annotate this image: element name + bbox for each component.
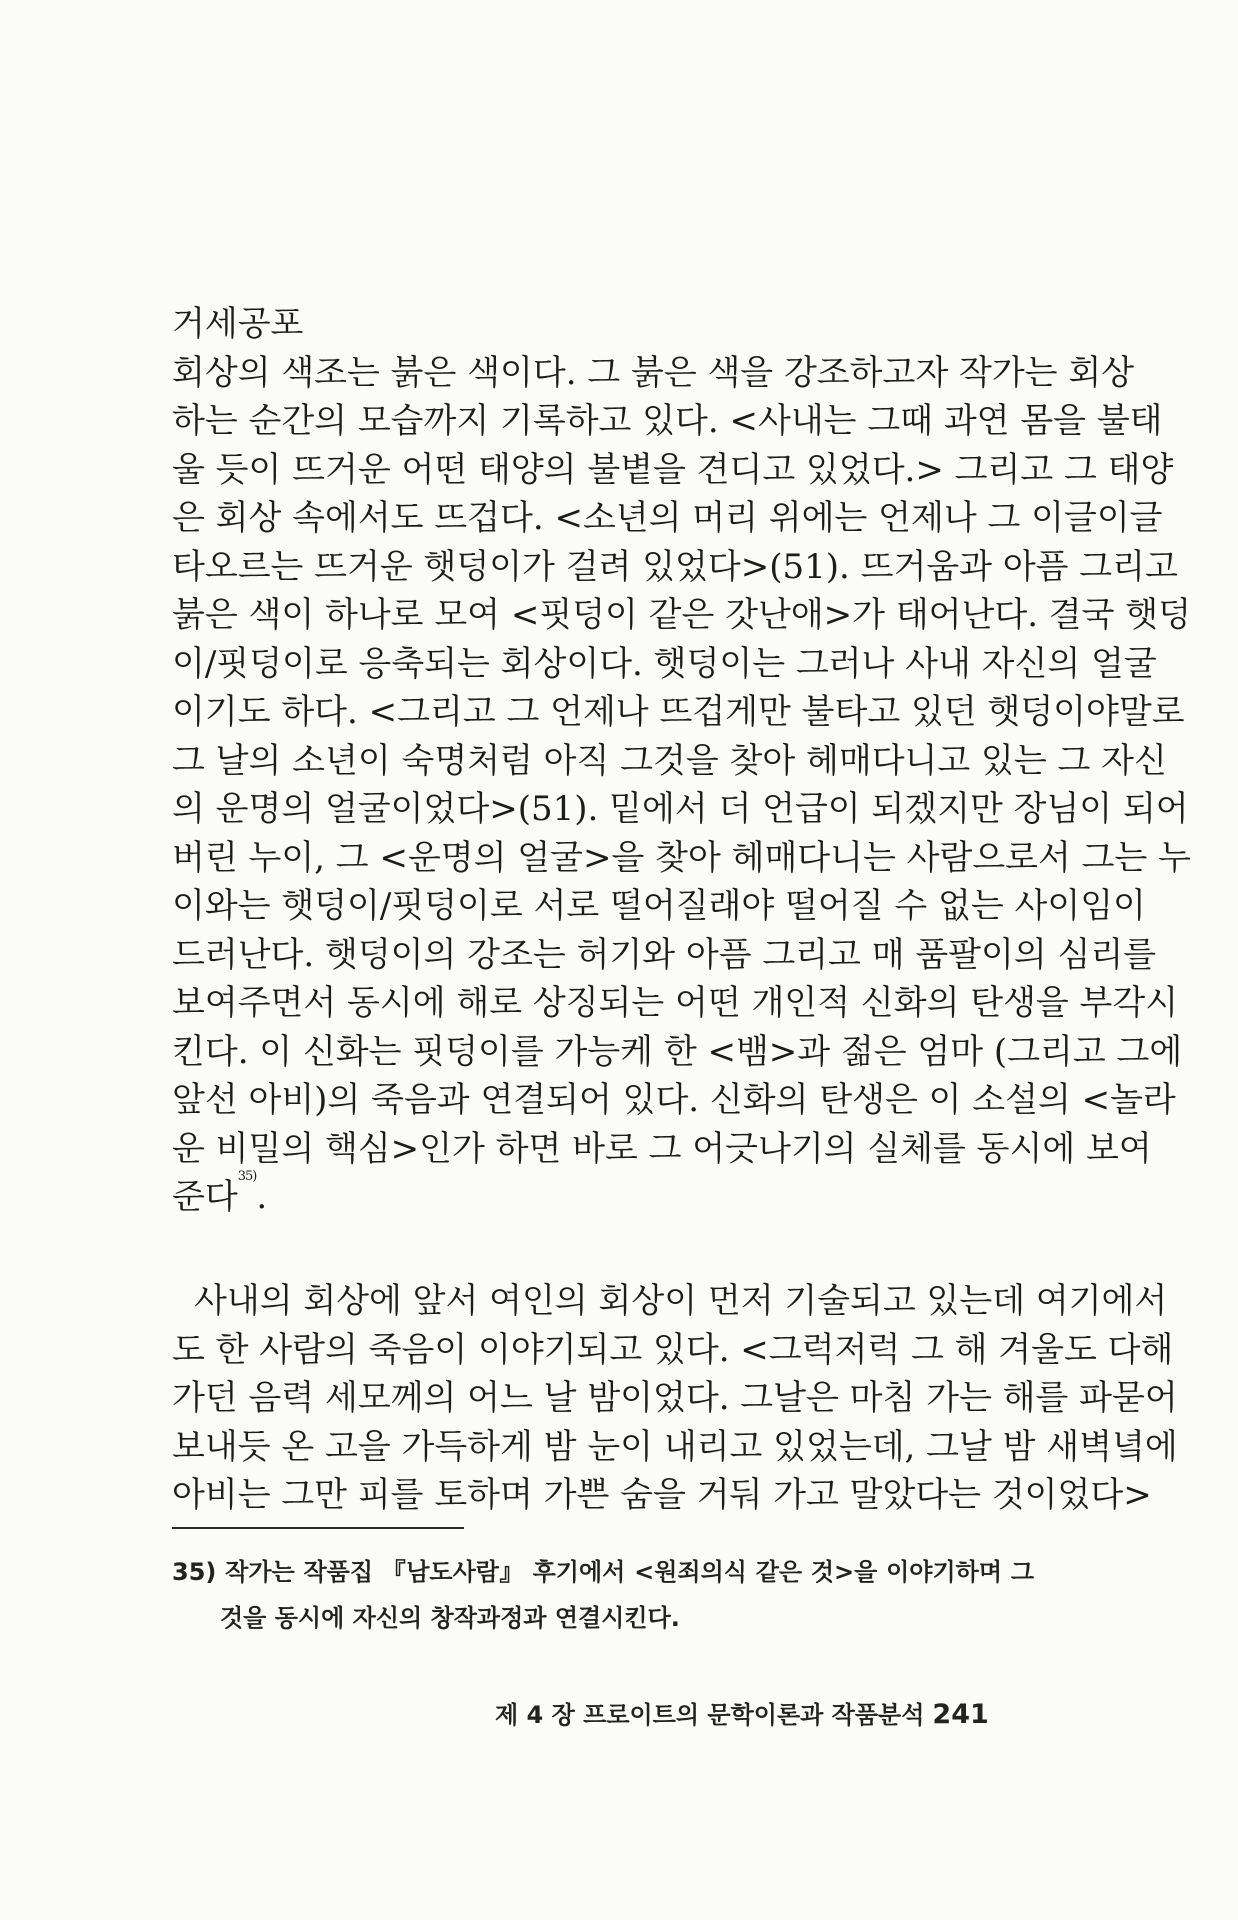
body-line: 울 듯이 뜨거운 어떤 태양의 불볕을 견디고 있었다.> 그리고 그 태양 <box>172 449 1174 490</box>
paragraph-1 <box>172 300 1191 1222</box>
body-line: 타오르는 뜨거운 햇덩이가 걸려 있었다>(51). 뜨거움과 아픔 그리고 <box>172 546 1178 587</box>
body-line-last <box>172 1168 1034 1222</box>
body-line: 가던 음력 세모께의 어느 날 밤이었다. 그날은 마침 가는 해를 파묻어 <box>172 1378 1178 1418</box>
body-line: 사내의 회상에 앞서 여인의 회상이 먼저 기술되고 있는데 여기에서 <box>194 1281 1168 1321</box>
body-line: 운 비밀의 핵심>인가 하면 바로 그 어긋나기의 실체를 동시에 보여 <box>172 1128 1152 1169</box>
footnote-divider <box>172 1527 464 1529</box>
body-line: 이기도 하다. <그리고 그 언제나 뜨겁게만 불타고 있던 햇덩이야말로 <box>172 692 1185 732</box>
chapter-title: 제 4 장 프로이트의 문학이론과 작품분석 <box>495 1701 925 1729</box>
body-line: 은 회상 속에서도 뜨겁다. <소년의 머리 위에는 언제나 그 이글이글 <box>172 498 1163 538</box>
body-line: 드러난다. 햇덩이의 강조는 허기와 아픔 그리고 매 품팔이의 심리를 <box>172 934 1157 975</box>
footnote-reference[interactable]: 35) <box>237 1168 257 1184</box>
body-line: 의 운명의 얼굴이었다>(51). 밑에서 더 언급이 되겠지만 장님이 되어 <box>172 789 1189 829</box>
body-line: 아비는 그만 피를 토하며 가쁜 숨을 거둬 가고 말았다는 것이었다> <box>172 1475 1152 1515</box>
body-line: 보내듯 온 고을 가득하게 밤 눈이 내리고 있었는데, 그날 밤 새벽녘에 <box>172 1426 1178 1467</box>
page-number: 241 <box>932 1699 989 1730</box>
body-line: 앞선 아비)의 죽음과 연결되어 있다. 신화의 탄생은 이 소설의 <놀라 <box>172 1080 1176 1120</box>
body-line: 하는 순간의 모습까지 기록하고 있다. <사내는 그때 과연 몸을 불태 <box>172 401 1163 441</box>
body-line: 버린 누이, 그 <운명의 얼굴>을 찾아 헤매다니는 사람으로서 그는 누 <box>172 837 1191 878</box>
footnote <box>172 1549 1034 1641</box>
body-line: 킨다. 이 신화는 핏덩이를 가능케 한 <뱀>과 젊은 엄마 (그리고 그에 <box>172 1031 1183 1072</box>
body-line: 회상의 색조는 붉은 색이다. 그 붉은 색을 강조하고자 작가는 회상 <box>172 352 1135 393</box>
footnote-line: 35) 작가는 작품집 『남도사람』 후기에서 <원죄의식 같은 것>을 이야기하며 그 <box>172 1558 1034 1586</box>
body-line: 이/핏덩이로 응축되는 회상이다. 햇덩이는 그러나 사내 자신의 얼굴 <box>172 643 1157 684</box>
body-line: 거세공포 <box>172 304 304 344</box>
body-text: 준다 <box>172 1177 238 1217</box>
body-line: 이와는 햇덩이/핏덩이로 서로 떨어질래야 떨어질 수 없는 사이임이 <box>172 886 1146 926</box>
body-line: 보여주면서 동시에 해로 상징되는 어떤 개인적 신화의 탄생을 부각시 <box>172 983 1179 1023</box>
paragraph-2 <box>172 1277 1178 1520</box>
body-line: 붉은 색이 하나로 모여 <핏덩이 같은 갓난애>가 태어난다. 결국 햇덩 <box>172 595 1191 635</box>
body-line: 도 한 사람의 죽음이 이야기되고 있다. <그럭저럭 그 해 겨울도 다해 <box>172 1329 1174 1370</box>
footnote-line: 것을 동시에 자신의 창작과정과 연결시킨다. <box>220 1604 680 1632</box>
body-line: 그 날의 소년이 숙명처럼 아직 그것을 찾아 헤매다니고 있는 그 자신 <box>172 740 1167 781</box>
running-footer <box>495 1695 1033 1735</box>
body-punctuation: . <box>256 1177 268 1217</box>
